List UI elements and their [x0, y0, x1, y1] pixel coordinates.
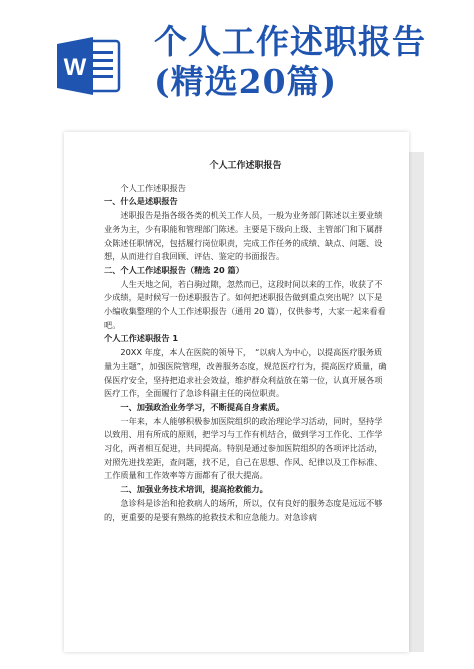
paragraph: 述职报告是指各级各类的机关工作人员，一般为业务部门陈述以主要业绩业务为主，少有职能和管理部门陈述。主要是下级向上级、主管部门和下属群众陈述任职情况，包括履行岗位职责，完成工作任务的成绩、缺点、问题、设想，从而进行自我回顾、评估、鉴定的书面报告。 [104, 210, 383, 262]
header-banner [0, 0, 474, 132]
paragraph: 一年来，本人能够积极参加医院组织的政治理论学习活动，同时，坚持学以致用、用有所成的原则，把学习与工作有机结合，做到学习工作化、工作学习化，两者相互促进，共同提高。特别是通过参加医院组织的各项评比活动，对照先进找差距，查问题，找不足，自己在思想、作风、纪律以及工作标准、工作质量和工作效率等方面都有了很大提高。 [104, 415, 383, 481]
page-title-line2: (精选20篇) [154, 62, 338, 101]
section-heading: 二、个人工作述职报告（精选 20 篇） [104, 264, 244, 275]
document-title: 个人工作述职报告 [209, 161, 282, 171]
paragraph: 20XX 年度，本人在医院的领导下， “以病人为中心，以提高医疗服务质量为主题”，加强医院管理，改善服务态度，规范医疗行为，提高医疗质量，确保医疗安全，坚持把追求社会效益，维护群众利益放在第一位，认真开展各项医疗工作，全面履行了急诊科副主任的岗位职责。 [104, 347, 387, 399]
document-subtitle: 个人工作述职报告 [120, 182, 186, 193]
subsection-heading: 二、加强业务技术培训，提高抢救能力。 [120, 484, 268, 495]
word-icon-letter: W [63, 54, 87, 81]
document-page [64, 132, 409, 652]
section-heading: 一、什么是述职报告 [104, 196, 178, 207]
page-title-line1: 个人工作述职报告 [154, 22, 426, 61]
paragraph: 人生天地之间，若白驹过隙，忽然而已，这段时间以来的工作，收获了不少成绩，是时候写一份述职报告了。如何把述职报告做到重点突出呢？以下是小编收集整理的个人工作述职报告（通用 20 篇），仅供参考，大家一起来看看吧。 [104, 278, 386, 330]
paragraph: 急诊科是诊治和抢救病人的场所，所以，仅有良好的服务态度是远远不够的，更重要的是要有熟练的抢救技术和应急能力。对急诊病 [104, 497, 383, 522]
section-heading: 个人工作述职报告 1 [104, 333, 179, 344]
word-icon [57, 35, 121, 97]
subsection-heading: 一、加强政治业务学习，不断提高自身素质。 [120, 401, 285, 412]
page-title [154, 22, 464, 102]
document-body [104, 182, 387, 525]
